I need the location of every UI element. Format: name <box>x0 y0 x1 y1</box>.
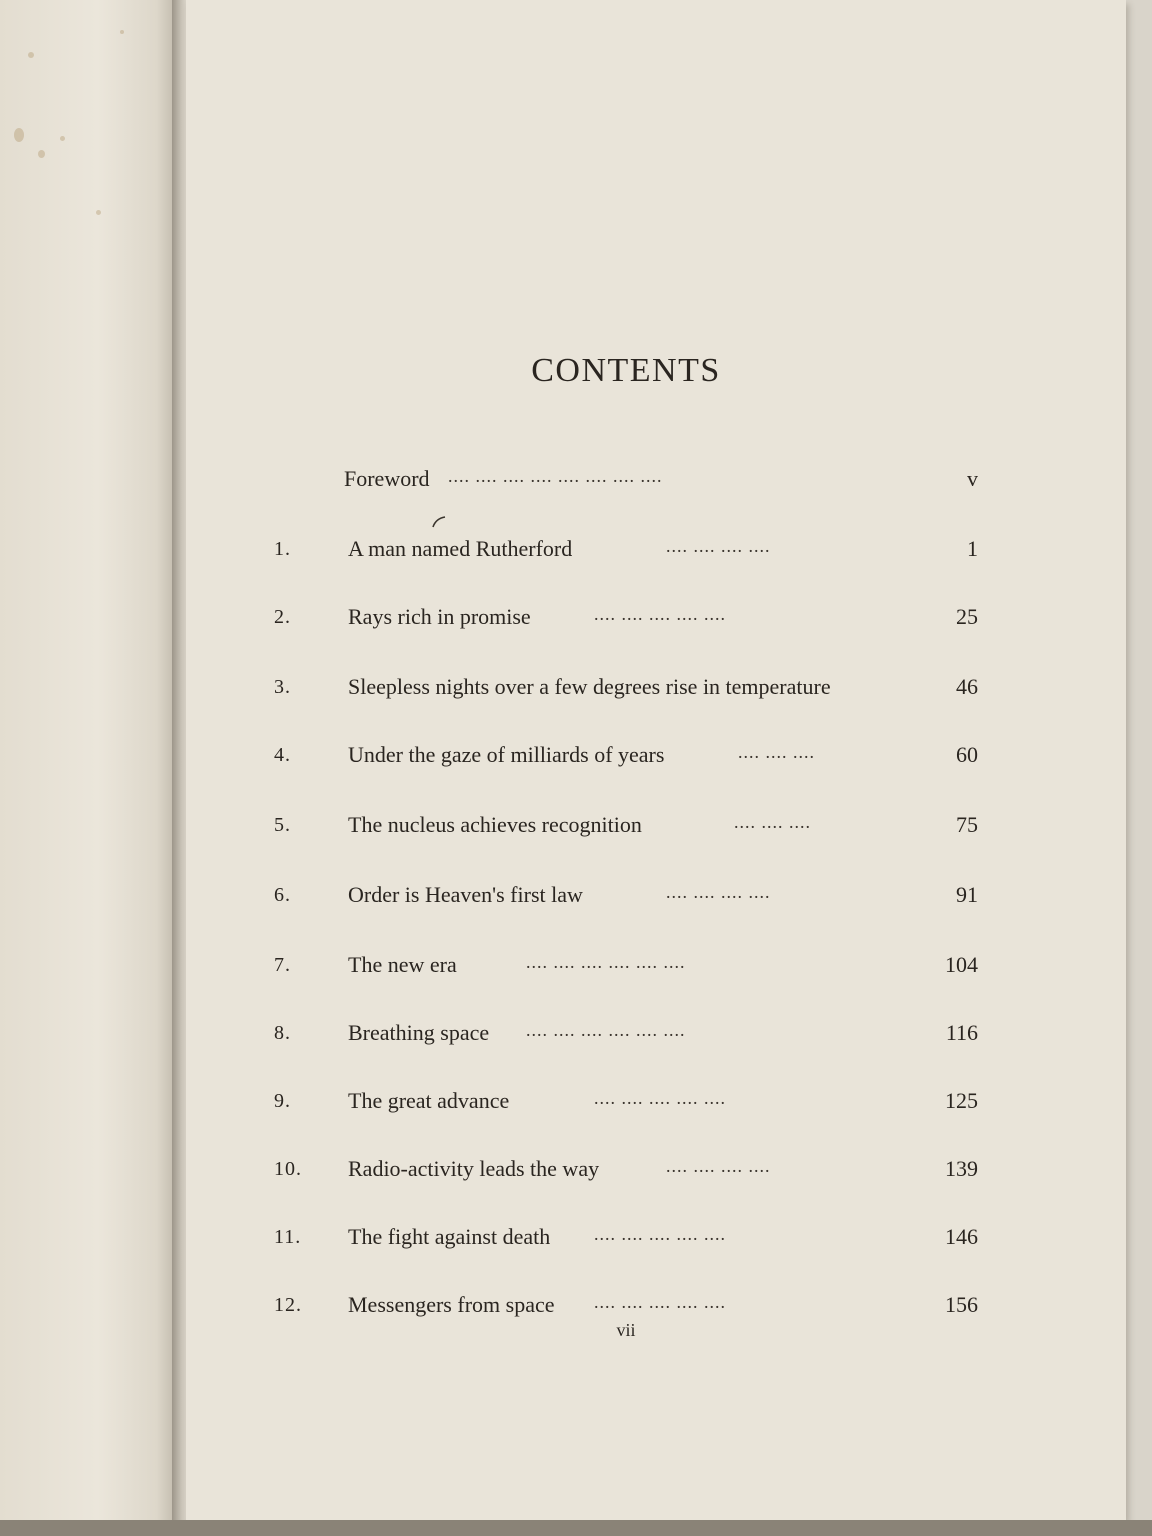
toc-entry-title: Rays rich in promise <box>348 604 531 629</box>
contents-page <box>186 0 1126 1520</box>
toc-entry-number: 11. <box>274 1226 302 1248</box>
toc-entry-title: The great advance <box>348 1088 510 1113</box>
toc-entry <box>186 600 1126 640</box>
page-number: vii <box>616 1320 636 1340</box>
toc-entry <box>186 1152 1126 1192</box>
toc-dot-leader: .... .... .... .... .... <box>594 604 726 624</box>
toc-entry-title: Order is Heaven's first law <box>348 882 583 907</box>
toc-dot-leader: .... .... .... .... .... .... <box>526 952 686 972</box>
toc-entry-number: 1. <box>274 538 291 560</box>
toc-dot-leader: .... .... .... .... <box>666 882 771 902</box>
toc-entry-page: 1 <box>967 536 978 561</box>
toc-entry-title: Breathing space <box>348 1020 490 1045</box>
toc-entry <box>186 878 1126 918</box>
toc-entry <box>186 670 1126 710</box>
toc-entry-number: 7. <box>274 954 291 976</box>
toc-entry-number: 4. <box>274 744 291 766</box>
toc-entry-page: 60 <box>956 742 978 767</box>
toc-entry <box>186 808 1126 848</box>
toc-entry-page: 104 <box>945 952 978 977</box>
foxing-spot <box>120 30 124 34</box>
toc-dot-leader: .... .... .... <box>734 812 811 832</box>
toc-entry-page: 125 <box>945 1088 978 1113</box>
toc-entry <box>186 1016 1126 1056</box>
toc-entry-title: Sleepless nights over a few degrees rise in temperature <box>348 674 831 699</box>
toc-entry <box>186 738 1126 778</box>
toc-dot-leader: .... .... .... .... <box>666 1156 771 1176</box>
foxing-spot <box>38 150 45 158</box>
toc-entry-page: 75 <box>956 812 978 837</box>
toc-dot-leader: .... .... .... .... .... <box>594 1224 726 1244</box>
toc-entry <box>186 1220 1126 1260</box>
toc-entry-number: 8. <box>274 1022 291 1044</box>
toc-entry <box>186 462 1126 502</box>
toc-entry-page: v <box>967 466 978 491</box>
toc-entry-number: 2. <box>274 606 291 628</box>
left-page <box>0 0 178 1536</box>
page-title: CONTENTS <box>531 352 721 389</box>
toc-entry-number: 12. <box>274 1294 302 1316</box>
table-surface <box>0 1520 1152 1536</box>
toc-dot-leader: .... .... .... <box>738 742 815 762</box>
toc-entry-number: 6. <box>274 884 291 906</box>
toc-entry-title: Radio-activity leads the way <box>348 1156 600 1181</box>
toc-entry-page: 91 <box>956 882 978 907</box>
toc-entry-page: 116 <box>945 1020 978 1045</box>
toc-dot-leader: .... .... .... .... <box>666 536 771 556</box>
toc-entry-page: 139 <box>945 1156 978 1181</box>
toc-entry-title: Messengers from space <box>348 1292 555 1317</box>
foxing-spot <box>60 136 65 141</box>
toc-entry-title: The fight against death <box>348 1224 551 1249</box>
toc-entry <box>186 948 1126 988</box>
foxing-spot <box>14 128 24 142</box>
toc-entry-page: 146 <box>945 1224 978 1249</box>
toc-dot-leader: .... .... .... .... .... <box>594 1088 726 1108</box>
toc-entry-page: 25 <box>956 604 978 629</box>
toc-entry-page: 46 <box>956 674 978 699</box>
toc-entry-number: 10. <box>274 1158 302 1180</box>
toc-dot-leader: .... .... .... .... .... <box>594 1292 726 1312</box>
toc-dot-leader: .... .... .... .... .... .... .... .... <box>448 466 663 486</box>
toc-entry-title: Foreword <box>344 466 430 491</box>
foxing-spot <box>96 210 101 215</box>
toc-entry-number: 9. <box>274 1090 291 1112</box>
toc-entry-number: 5. <box>274 814 291 836</box>
foxing-spot <box>28 52 34 58</box>
pencil-tick-mark <box>432 516 446 528</box>
toc-entry-title: Under the gaze of milliards of years <box>348 742 665 767</box>
toc-entry <box>186 1084 1126 1124</box>
show-through-text <box>454 130 460 156</box>
toc-entry <box>186 532 1126 572</box>
toc-entry-number: 3. <box>274 676 291 698</box>
toc-entry-title: The new era <box>348 952 457 977</box>
toc-dot-leader: .... .... .... .... .... .... <box>526 1020 686 1040</box>
toc-entry-title: The nucleus achieves recognition <box>348 812 642 837</box>
toc-entry-page: 156 <box>945 1292 978 1317</box>
toc-entry-title: A man named Rutherford <box>348 536 573 561</box>
